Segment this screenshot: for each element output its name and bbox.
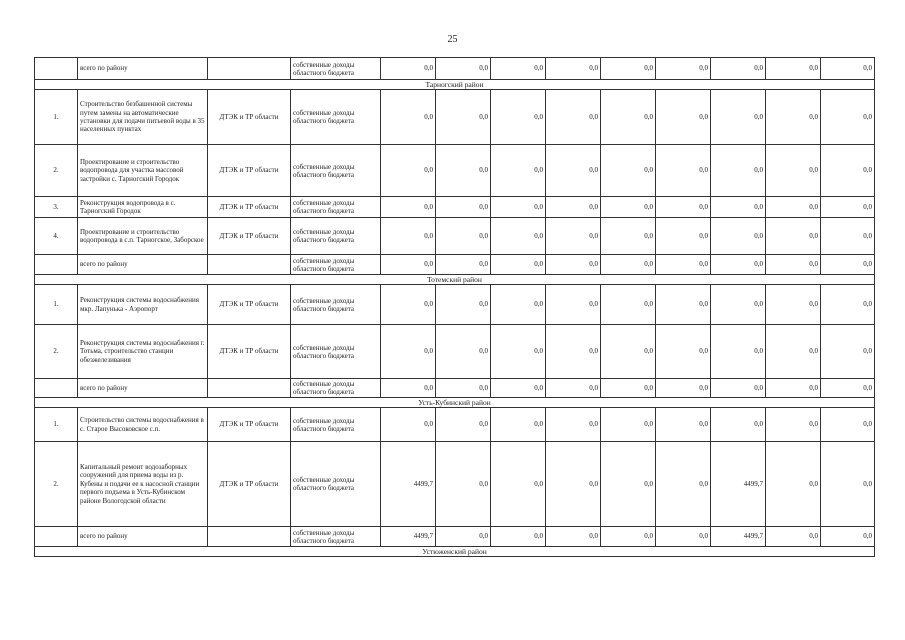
executor [208,379,291,398]
value-cell: 0,0 [656,379,711,398]
value-cell: 0,0 [436,197,491,218]
value-cell: 0,0 [491,255,546,275]
district-name: Усть-Кубинский район [35,398,875,408]
value-cell: 0,0 [766,379,821,398]
value-cell: 0,0 [381,408,436,442]
row-number: 1. [35,90,78,145]
executor [208,58,291,80]
value-cell: 0,0 [601,197,656,218]
district-header-row [35,275,875,285]
row-number: 1. [35,408,78,442]
value-cell: 0,0 [711,197,766,218]
value-cell: 0,0 [491,325,546,379]
value-cell: 0,0 [601,145,656,197]
value-cell: 0,0 [601,379,656,398]
row-number: 3. [35,197,78,218]
value-cell: 0,0 [381,197,436,218]
table-row [35,218,875,255]
value-cell: 0,0 [656,145,711,197]
project-name: Строительство безбашенной системы путем замены на автоматические установки для подачи питьевой воды в 35 населенных пунктах [78,90,208,145]
value-cell: 0,0 [821,145,875,197]
executor [208,527,291,547]
value-cell: 0,0 [546,90,601,145]
district-header-row [35,547,875,557]
value-cell: 0,0 [546,408,601,442]
value-cell: 0,0 [711,145,766,197]
funding-source: собственные доходы областного бюджета [291,197,381,218]
row-number [35,58,78,80]
value-cell: 0,0 [601,408,656,442]
value-cell: 0,0 [656,197,711,218]
value-cell: 0,0 [821,218,875,255]
total-row [35,255,875,275]
value-cell: 0,0 [436,527,491,547]
value-cell: 0,0 [601,527,656,547]
project-name: всего по району [78,255,208,275]
project-name: Реконструкция водопровода в с. Тарногский Городок [78,197,208,218]
value-cell: 0,0 [711,58,766,80]
value-cell: 0,0 [711,90,766,145]
budget-table [34,57,875,557]
funding-source: собственные доходы областного бюджета [291,379,381,398]
value-cell: 0,0 [821,90,875,145]
value-cell: 0,0 [546,58,601,80]
value-cell: 0,0 [491,218,546,255]
value-cell: 0,0 [381,285,436,325]
project-name: Проектирование и строительство водопровода для участка массовой застройки с. Тарногский Городок [78,145,208,197]
value-cell: 0,0 [436,145,491,197]
value-cell: 0,0 [711,379,766,398]
value-cell: 0,0 [601,218,656,255]
project-name: Проектирование и строительство водопровода в с.п. Тарногское, Заборское [78,218,208,255]
funding-source: собственные доходы областного бюджета [291,145,381,197]
district-header-row [35,80,875,90]
value-cell: 0,0 [436,58,491,80]
value-cell: 0,0 [821,527,875,547]
executor: ДТЭК и ТР области [208,90,291,145]
project-name: Реконструкция системы водоснабжения г. Тотьма, строительство станции обезжелезивания [78,325,208,379]
table-row [35,197,875,218]
project-name: Капитальный ремонт водозаборных сооружений для приема воды из р. Кубены и подачи ее к насосной станции первого подъема в Усть-Кубинском районе Вологодской области [78,442,208,527]
value-cell: 0,0 [656,255,711,275]
project-name: Реконструкция системы водоснабжения мкр. Лапунька - Аэропорт [78,285,208,325]
row-number: 2. [35,325,78,379]
value-cell: 4499,7 [711,527,766,547]
value-cell: 0,0 [711,218,766,255]
value-cell: 0,0 [601,325,656,379]
value-cell: 0,0 [656,218,711,255]
value-cell: 0,0 [436,408,491,442]
project-name: Строительство системы водоснабжения в с. Старое Высоковское с.п. [78,408,208,442]
table-row [35,285,875,325]
value-cell: 0,0 [381,379,436,398]
value-cell: 0,0 [821,255,875,275]
value-cell: 0,0 [766,145,821,197]
executor: ДТЭК и ТР области [208,197,291,218]
value-cell: 4499,7 [711,442,766,527]
executor: ДТЭК и ТР области [208,145,291,197]
value-cell: 0,0 [711,255,766,275]
row-number: 2. [35,145,78,197]
executor: ДТЭК и ТР области [208,442,291,527]
value-cell: 0,0 [436,218,491,255]
value-cell: 0,0 [601,58,656,80]
value-cell: 0,0 [656,442,711,527]
table-row [35,325,875,379]
district-header-row [35,398,875,408]
value-cell: 0,0 [491,285,546,325]
page-number: 25 [447,34,458,45]
value-cell: 0,0 [821,379,875,398]
funding-source: собственные доходы областного бюджета [291,408,381,442]
value-cell: 0,0 [491,145,546,197]
value-cell: 0,0 [711,408,766,442]
value-cell: 0,0 [381,58,436,80]
value-cell: 0,0 [656,408,711,442]
value-cell: 0,0 [546,285,601,325]
value-cell: 4499,7 [381,527,436,547]
row-number [35,379,78,398]
table-body [35,58,875,557]
value-cell: 0,0 [546,379,601,398]
value-cell: 0,0 [491,527,546,547]
value-cell: 0,0 [601,285,656,325]
table-row [35,408,875,442]
value-cell: 0,0 [711,325,766,379]
value-cell: 0,0 [766,90,821,145]
value-cell: 0,0 [821,442,875,527]
value-cell: 0,0 [436,90,491,145]
value-cell: 0,0 [766,442,821,527]
value-cell: 0,0 [601,90,656,145]
value-cell: 0,0 [381,325,436,379]
value-cell: 0,0 [436,325,491,379]
district-name: Тотемский район [35,275,875,285]
funding-source: собственные доходы областного бюджета [291,325,381,379]
row-number: 2. [35,442,78,527]
value-cell: 0,0 [491,197,546,218]
value-cell: 0,0 [766,218,821,255]
value-cell: 0,0 [546,145,601,197]
district-name: Тарногский район [35,80,875,90]
value-cell: 0,0 [546,255,601,275]
value-cell: 0,0 [766,527,821,547]
value-cell: 0,0 [546,527,601,547]
executor: ДТЭК и ТР области [208,325,291,379]
value-cell: 0,0 [656,527,711,547]
total-row [35,527,875,547]
value-cell: 0,0 [656,90,711,145]
value-cell: 0,0 [546,325,601,379]
funding-source: собственные доходы областного бюджета [291,218,381,255]
row-number [35,527,78,547]
project-name: всего по району [78,527,208,547]
value-cell: 0,0 [821,197,875,218]
value-cell: 0,0 [766,255,821,275]
value-cell: 0,0 [821,325,875,379]
value-cell: 0,0 [491,408,546,442]
funding-source: собственные доходы областного бюджета [291,255,381,275]
value-cell: 0,0 [821,408,875,442]
project-name: всего по району [78,379,208,398]
value-cell: 0,0 [436,442,491,527]
value-cell: 0,0 [821,58,875,80]
executor [208,255,291,275]
value-cell: 0,0 [436,255,491,275]
district-name: Устюженский район [35,547,875,557]
total-row [35,379,875,398]
value-cell: 0,0 [766,197,821,218]
row-number: 1. [35,285,78,325]
executor: ДТЭК и ТР области [208,218,291,255]
funding-source: собственные доходы областного бюджета [291,527,381,547]
value-cell: 0,0 [546,442,601,527]
value-cell: 0,0 [601,255,656,275]
total-row [35,58,875,80]
value-cell: 0,0 [601,442,656,527]
funding-source: собственные доходы областного бюджета [291,285,381,325]
value-cell: 0,0 [436,379,491,398]
value-cell: 0,0 [491,379,546,398]
value-cell: 0,0 [766,325,821,379]
funding-source: собственные доходы областного бюджета [291,442,381,527]
value-cell: 0,0 [821,285,875,325]
value-cell: 0,0 [656,285,711,325]
value-cell: 0,0 [766,285,821,325]
row-number [35,255,78,275]
value-cell: 0,0 [656,58,711,80]
value-cell: 0,0 [711,285,766,325]
value-cell: 0,0 [491,90,546,145]
value-cell: 4499,7 [381,442,436,527]
executor: ДТЭК и ТР области [208,285,291,325]
value-cell: 0,0 [546,197,601,218]
funding-source: собственные доходы областного бюджета [291,58,381,80]
table-row [35,90,875,145]
value-cell: 0,0 [546,218,601,255]
table-row [35,442,875,527]
project-name: всего по району [78,58,208,80]
value-cell: 0,0 [381,218,436,255]
value-cell: 0,0 [656,325,711,379]
value-cell: 0,0 [766,58,821,80]
value-cell: 0,0 [491,442,546,527]
value-cell: 0,0 [436,285,491,325]
table-row [35,145,875,197]
executor: ДТЭК и ТР области [208,408,291,442]
value-cell: 0,0 [381,255,436,275]
row-number: 4. [35,218,78,255]
value-cell: 0,0 [381,145,436,197]
value-cell: 0,0 [766,408,821,442]
value-cell: 0,0 [381,90,436,145]
value-cell: 0,0 [491,58,546,80]
funding-source: собственные доходы областного бюджета [291,90,381,145]
